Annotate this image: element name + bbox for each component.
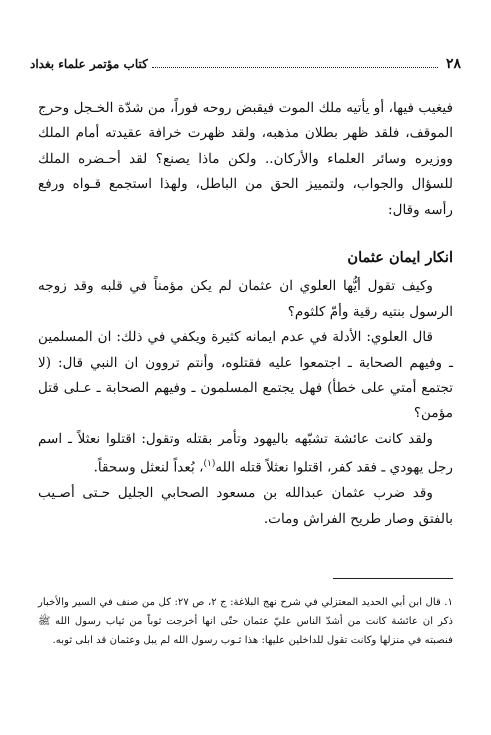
footnote-marker[interactable]: (١) [203, 459, 216, 470]
page-number: ٢٨ [445, 56, 461, 72]
page-body [38, 96, 453, 532]
book-title: كتاب مؤتمر علماء بغداد [30, 57, 148, 71]
footnote-rule [333, 578, 453, 579]
paragraph-question: وكيف تقول أيُّها العلوي ان عثمان لم يكن مؤمناً في قلبه وقد زوجه الرسول بنتيه رقية وأمّ كلثوم؟ [38, 278, 453, 320]
paragraph-ibn-masud: وقد ضرب عثمان عبدالله بن مسعود الصحابي الجليل حـتى أصـيب بالفتق وصار طريح الفراش ومات. [38, 485, 453, 527]
paragraph-continuation: فيغيب فيها، أو يأتيه ملك الموت فيقبض روحه فوراً، من شدّة الخـجل وحرج الموقف، فلقد ظهر بطلان مذهبه، ولقد ظهرت خرافة عقيدته أمام الملك ووزيره وسائر العلماء والأركان.. ولكن ماذا يصنع؟ لقد أحـضره الملك للسؤال والجواب، ولتمييز الحق من الباطل، ولهذا استجمع قـواه ورفع رأسه وقال: [38, 100, 453, 218]
paragraph-answer: قال العلوي: الأدلة في عدم ايمانه كثيرة ويكفي في ذلك: ان المسلمين ـ وفيهم الصحابة ـ اجتمعوا عليه فقتلوه، وأنتم تروون ان النبي قال: (لا تجتمع أمتي على خطأ) فهل يجتمع المسلمون ـ وفيهم الصحابة ـ عـلى قتل مؤمن؟ [38, 329, 453, 422]
paragraph-aisha-text-a: ولقد كانت عائشة تشبّهه باليهود وتأمر بقتله وتقول: اقتلوا نعثلاً ـ اسم رجل يهودي ـ فقد كفر، اقتلوا نعثلاً قتله الله [38, 430, 453, 476]
section-heading: انكار ايمان عثمان [347, 249, 453, 267]
paragraph-aisha [38, 427, 453, 481]
running-header [30, 56, 461, 78]
paragraph-aisha-text-b: ، بُعداً لنعثل وسحقاً. [93, 459, 204, 476]
header-dot-leader [152, 57, 438, 68]
footnote-text: ١. قال ابن أبي الحديد المعتزلي في شرح نهج البلاغة: ج ٢، ص ٢٧: كل من صنف في السير والأخبار ذكر ان عائشة كانت من أشدّ الناس عليّ عثمان حتّى انها أخرجت ثوباً من ثياب رسول الله ﷺ فنصبته في منزلها وكانت تقول للداخلين عليها: هذا ثـوب رسول الله لم يبل وعثمان قد ابلى ثوبه. [38, 597, 453, 646]
footnote [38, 593, 453, 650]
